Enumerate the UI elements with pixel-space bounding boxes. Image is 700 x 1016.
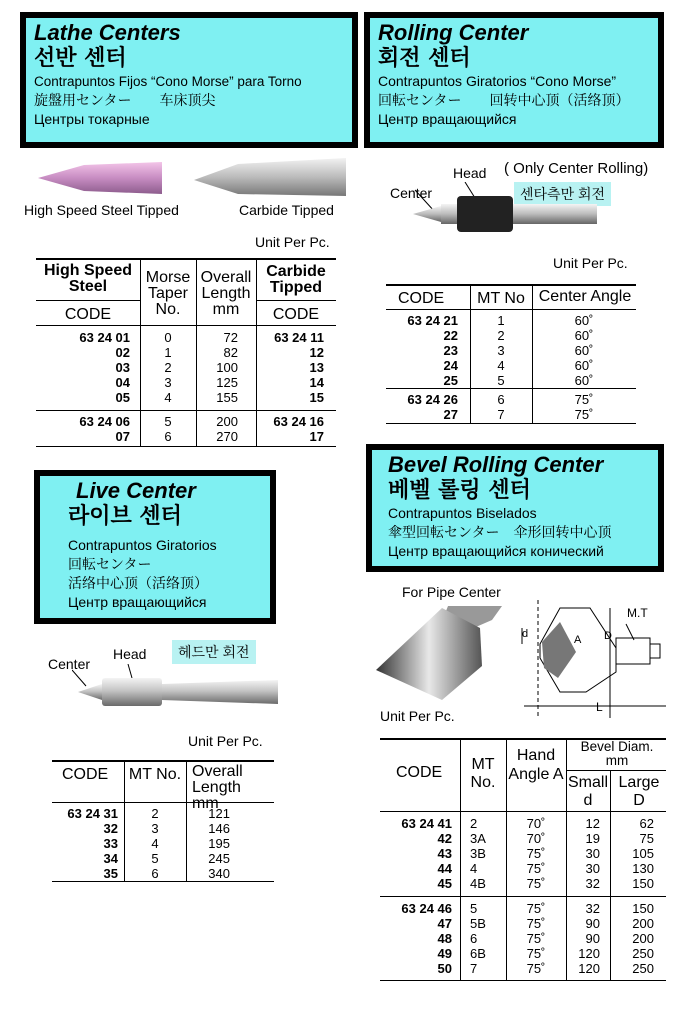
table-cell-carbide-code: 14 <box>309 375 324 390</box>
live-mt-header: MT No. <box>128 766 182 783</box>
table-cell-code: 63 24 21 <box>407 313 458 328</box>
table-cell-code: 24 <box>443 358 458 373</box>
table-cell-code: 63 24 41 <box>401 816 452 831</box>
table-cell-carbide-code: 12 <box>309 345 324 360</box>
table-cell-code: 25 <box>443 373 458 388</box>
lathe-title-en: Lathe Centers <box>34 20 181 45</box>
bevel-sub-ru: Центр вращающийся конический <box>388 543 604 559</box>
lathe-sub-ru: Центры токарные <box>34 111 150 127</box>
live-unit: Unit Per Pc. <box>188 733 263 749</box>
table-cell-mt: 4B <box>470 876 486 891</box>
table-cell-angle: 75˚ <box>526 931 546 946</box>
lathe-carbide-header: Carbide Tipped <box>266 263 326 296</box>
table-cell-mt: 4 <box>470 861 478 876</box>
lathe-centers-header <box>20 12 358 148</box>
table-cell-code: 63 24 01 <box>79 330 130 345</box>
bevel-table-col <box>506 738 507 980</box>
lathe-sub-es: Contrapuntos Fijos “Cono Morse” para Torno <box>34 74 302 89</box>
table-cell-mt: 6 <box>470 931 478 946</box>
table-cell-mt: 3 <box>164 375 172 390</box>
lathe-table-line <box>36 300 140 301</box>
table-cell-large: 200 <box>632 916 654 931</box>
lathe-sub-jp: 旋盤用センター 车床顶尖 <box>34 92 216 108</box>
table-cell-small: 19 <box>585 831 600 846</box>
live-sub-jp: 回転センター <box>68 556 152 572</box>
live-table-col <box>186 760 187 881</box>
table-cell-small: 30 <box>585 846 600 861</box>
table-cell-carbide-code: 63 24 11 <box>274 330 324 345</box>
table-cell-mt: 3B <box>470 846 486 861</box>
rolling-center-header <box>364 12 664 148</box>
carbide-tipped-label: Carbide Tipped <box>239 202 334 218</box>
rolling-sub-es: Contrapuntos Giratorios “Cono Morse” <box>378 73 617 89</box>
rolling-mt-header: MT No <box>477 290 525 307</box>
table-cell-small: 120 <box>578 946 600 961</box>
bevel-title-en: Bevel Rolling Center <box>388 452 604 477</box>
table-cell-code: 27 <box>443 407 458 422</box>
bevel-d-label: d <box>522 628 529 640</box>
live-code-header: CODE <box>62 766 109 783</box>
table-cell-angle: 75˚ <box>526 901 546 916</box>
live-overall-header: Overall Length mm <box>192 763 243 812</box>
table-cell-code: 63 24 46 <box>401 901 452 916</box>
table-cell-large: 150 <box>632 901 654 916</box>
lathe-morse-header: Morse Taper No. <box>145 269 191 318</box>
table-cell-code: 03 <box>115 360 130 375</box>
carbide-center-image <box>190 156 350 198</box>
table-cell-large: 62 <box>639 816 654 831</box>
lathe-overall-header: Overall Length mm <box>200 269 252 318</box>
table-cell-angle: 75˚ <box>526 861 546 876</box>
table-cell-small: 30 <box>585 861 600 876</box>
table-cell-angle: 75˚ <box>526 916 546 931</box>
table-cell-code: 33 <box>103 836 118 851</box>
live-sub-es: Contrapuntos Giratorios <box>68 537 217 553</box>
table-cell-code: 32 <box>103 821 118 836</box>
table-cell-code: 07 <box>115 429 130 444</box>
lathe-ccode-header: CODE <box>272 306 320 323</box>
table-cell-code: 63 24 26 <box>407 392 458 407</box>
rolling-angle-header: Center Angle <box>538 288 632 305</box>
table-cell-angle: 70˚ <box>526 816 546 831</box>
bevel-table-bottom <box>380 980 666 981</box>
lathe-table-col <box>140 258 141 446</box>
lathe-table-line <box>256 300 336 301</box>
table-cell-mt: 4 <box>164 390 172 405</box>
rolling-table-bottom <box>386 423 636 424</box>
table-cell-angle: 60˚ <box>574 373 594 388</box>
bevel-table-col <box>460 738 461 980</box>
table-cell-large: 250 <box>632 946 654 961</box>
rolling-title-en: Rolling Center <box>378 20 529 45</box>
table-cell-mt: 7 <box>497 407 505 422</box>
bevel-large-header: Large D <box>618 774 660 809</box>
live-center-label: Center <box>48 656 91 672</box>
table-cell-length: 125 <box>216 375 238 390</box>
bevel-diam-header: Bevel Diam. mm <box>580 739 654 768</box>
bevel-table-col <box>610 770 611 980</box>
rolling-unit: Unit Per Pc. <box>553 255 628 271</box>
bevel-L-label: L <box>596 700 603 714</box>
table-cell-mt: 2 <box>151 806 159 821</box>
lathe-code-header: CODE <box>64 306 112 323</box>
table-cell-carbide-code: 17 <box>309 429 324 444</box>
rolling-only-ko: 센타측만 회전 <box>514 182 611 206</box>
table-cell-mt: 5 <box>470 901 478 916</box>
table-cell-carbide-code: 15 <box>309 390 324 405</box>
table-cell-length: 146 <box>208 821 230 836</box>
table-cell-large: 105 <box>632 846 654 861</box>
bevel-table-line <box>566 770 666 771</box>
table-cell-length: 121 <box>208 806 230 821</box>
table-cell-length: 72 <box>223 330 238 345</box>
table-cell-code: 35 <box>103 866 118 881</box>
bevel-mt-label: M.T <box>627 606 648 620</box>
live-center-header <box>34 470 276 624</box>
table-cell-mt: 1 <box>164 345 172 360</box>
rolling-center-image <box>405 182 605 242</box>
live-table-bottom <box>52 881 274 882</box>
table-cell-code: 47 <box>437 916 452 931</box>
lathe-table-line <box>36 325 336 326</box>
bevel-header <box>366 444 664 572</box>
table-cell-angle: 75˚ <box>526 846 546 861</box>
table-cell-length: 245 <box>208 851 230 866</box>
bevel-D-label: D <box>604 630 612 642</box>
table-cell-large: 150 <box>632 876 654 891</box>
bevel-small-header: Small d <box>568 774 609 809</box>
table-cell-carbide-code: 63 24 16 <box>273 414 324 429</box>
lathe-title-ko: 선반 센터 <box>34 46 127 71</box>
bevel-dimension-drawing <box>516 598 672 720</box>
table-cell-code: 22 <box>443 328 458 343</box>
lathe-unit: Unit Per Pc. <box>255 234 330 250</box>
bevel-center-image <box>372 600 504 704</box>
table-cell-angle: 60˚ <box>574 328 594 343</box>
table-cell-angle: 60˚ <box>574 358 594 373</box>
table-cell-length: 200 <box>216 414 238 429</box>
bevel-code-header: CODE <box>396 764 443 781</box>
table-cell-length: 155 <box>216 390 238 405</box>
rolling-table-col <box>470 284 471 423</box>
table-cell-mt: 4 <box>151 836 159 851</box>
table-cell-large: 130 <box>632 861 654 876</box>
live-center-image <box>72 664 280 720</box>
bevel-table-line <box>380 811 666 812</box>
table-cell-code: 04 <box>115 375 130 390</box>
table-cell-length: 270 <box>216 429 238 444</box>
bevel-title-ko: 베벨 롤링 센터 <box>388 478 531 503</box>
table-cell-mt: 4 <box>497 358 505 373</box>
bevel-pipe-label: For Pipe Center <box>402 584 501 600</box>
rolling-sub-ru: Центр вращающийся <box>378 111 517 127</box>
hss-center-image <box>34 160 164 196</box>
table-cell-code: 42 <box>437 831 452 846</box>
bevel-table-line <box>380 896 666 897</box>
table-cell-length: 340 <box>208 866 230 881</box>
bevel-unit: Unit Per Pc. <box>380 708 455 724</box>
table-cell-mt: 5 <box>497 373 505 388</box>
table-cell-angle: 75˚ <box>526 961 546 976</box>
live-head-label: Head <box>113 646 147 662</box>
table-cell-length: 100 <box>216 360 238 375</box>
table-cell-mt: 0 <box>164 330 172 345</box>
table-cell-small: 120 <box>578 961 600 976</box>
live-title-ko: 라이브 센터 <box>68 504 182 529</box>
table-cell-mt: 6 <box>164 429 172 444</box>
table-cell-large: 250 <box>632 961 654 976</box>
table-cell-angle: 70˚ <box>526 831 546 846</box>
table-cell-code: 23 <box>443 343 458 358</box>
table-cell-code: 02 <box>115 345 130 360</box>
rolling-title-ko: 회전 센터 <box>378 46 471 71</box>
table-cell-mt: 6 <box>497 392 505 407</box>
table-cell-mt: 5B <box>470 916 486 931</box>
live-sub-ru: Центр вращающийся <box>68 594 207 610</box>
bevel-mt-header: MT No. <box>470 756 496 791</box>
table-cell-mt: 7 <box>470 961 478 976</box>
rolling-head-label: Head <box>453 165 487 181</box>
table-cell-large: 75 <box>639 831 654 846</box>
rolling-table-line <box>386 309 636 310</box>
table-cell-code: 50 <box>437 961 452 976</box>
table-cell-large: 200 <box>632 931 654 946</box>
bevel-hand-header: Hand Angle A <box>508 747 564 783</box>
rolling-center-label: Center <box>390 185 433 201</box>
bevel-a-label: A <box>574 634 582 646</box>
table-cell-code: 43 <box>437 846 452 861</box>
table-cell-code: 05 <box>115 390 130 405</box>
rolling-table-line <box>386 388 636 389</box>
rolling-only-label: ( Only Center Rolling) <box>504 160 649 177</box>
table-cell-small: 90 <box>585 931 600 946</box>
table-cell-angle: 60˚ <box>574 313 594 328</box>
rolling-table-top <box>386 284 636 286</box>
table-cell-code: 48 <box>437 931 452 946</box>
table-cell-code: 63 24 31 <box>67 806 118 821</box>
rolling-code-header: CODE <box>398 290 445 307</box>
table-cell-small: 32 <box>585 901 600 916</box>
bevel-table-col <box>566 738 567 980</box>
live-head-ko: 헤드만 회전 <box>172 640 256 664</box>
lathe-table-bottom <box>36 446 336 447</box>
bevel-sub-es: Contrapuntos Biselados <box>388 505 537 521</box>
rolling-table-col <box>532 284 533 423</box>
table-cell-angle: 60˚ <box>574 343 594 358</box>
lathe-table-col <box>196 258 197 446</box>
table-cell-mt: 5 <box>151 851 159 866</box>
live-table-col <box>124 760 125 881</box>
rolling-sub-jp: 回転センター 回转中心顶（活络顶） <box>378 92 630 108</box>
live-table-top <box>52 760 274 762</box>
table-cell-angle: 75˚ <box>526 946 546 961</box>
table-cell-mt: 2 <box>164 360 172 375</box>
table-cell-angle: 75˚ <box>574 407 594 422</box>
lathe-hss-header: High Speed Steel <box>43 262 132 295</box>
hss-tipped-label: High Speed Steel Tipped <box>24 202 179 218</box>
table-cell-angle: 75˚ <box>526 876 546 891</box>
lathe-table-line <box>36 410 336 411</box>
table-cell-mt: 3 <box>151 821 159 836</box>
table-cell-mt: 3A <box>470 831 486 846</box>
lathe-table-top <box>36 258 336 260</box>
table-cell-code: 44 <box>437 861 452 876</box>
table-cell-angle: 75˚ <box>574 392 594 407</box>
table-cell-small: 12 <box>585 816 600 831</box>
table-cell-mt: 5 <box>164 414 172 429</box>
table-cell-mt: 6 <box>151 866 159 881</box>
table-cell-code: 34 <box>103 851 118 866</box>
table-cell-mt: 2 <box>497 328 505 343</box>
table-cell-small: 90 <box>585 916 600 931</box>
table-cell-code: 45 <box>437 876 452 891</box>
live-title-en: Live Center <box>76 478 196 503</box>
table-cell-code: 63 24 06 <box>79 414 130 429</box>
table-cell-mt: 1 <box>497 313 505 328</box>
lathe-table-col <box>256 258 257 446</box>
table-cell-length: 195 <box>208 836 230 851</box>
bevel-sub-jp: 傘型回転センター 伞形回转中心顶 <box>388 524 612 540</box>
table-cell-mt: 2 <box>470 816 478 831</box>
table-cell-mt: 3 <box>497 343 505 358</box>
live-sub-cn: 活络中心顶（活络顶） <box>68 575 208 591</box>
table-cell-code: 49 <box>437 946 452 961</box>
table-cell-carbide-code: 13 <box>309 360 324 375</box>
table-cell-mt: 6B <box>470 946 486 961</box>
table-cell-small: 32 <box>585 876 600 891</box>
table-cell-length: 82 <box>223 345 238 360</box>
